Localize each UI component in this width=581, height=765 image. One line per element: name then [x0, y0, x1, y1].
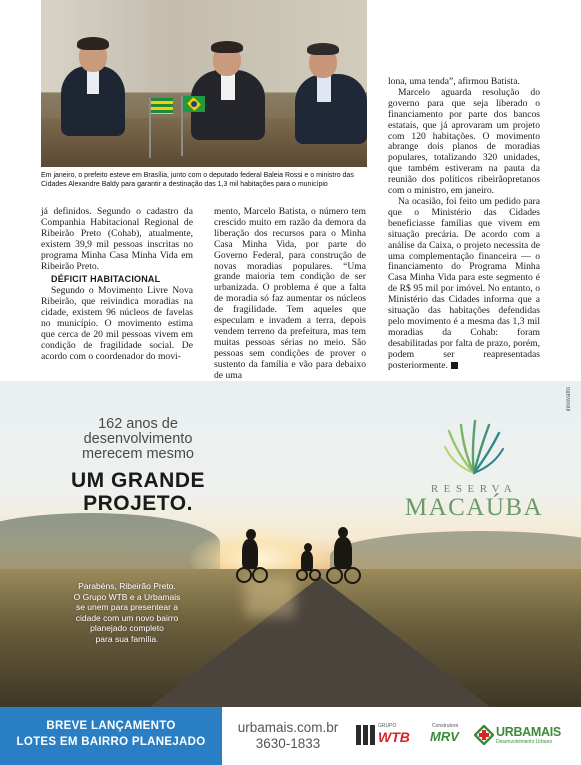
- reserva-macauba-logo[interactable]: RESERVA MACAÚBA: [388, 417, 560, 521]
- paragraph: Marcelo aguarda resolução do governo para que seja liberado o financiamento por parte dos bancos estatais, que já aprovaram um projeto com 120 habitações. O movimento abrange dois planos de moradias populares, totalizando 320 unidades, que também estiveram na pauta da reunião dos políticos ribeirãopretanos com o ministro, em janeiro.: [388, 86, 540, 197]
- palm-leaf-icon: [443, 417, 505, 475]
- launch-banner[interactable]: BREVE LANÇAMENTO LOTES EM BAIRRO PLANEJADO: [0, 707, 222, 765]
- article-column-2: [214, 207, 366, 382]
- section-heading: DÉFICIT HABITACIONAL: [51, 274, 161, 285]
- photo-caption: Em janeiro, o prefeito esteve em Brasília, junto com o deputado federal Baleia Rossi e o ministro das Cidades Alexandre Baldy para garantir a destinação das 1,3 mil habitações para o município: [41, 172, 354, 188]
- wtb-logo: GRUPO WTB: [356, 723, 420, 747]
- ad-footer: [0, 707, 581, 765]
- paragraph: Na ocasião, foi feito um pedido para que o Ministério das Cidades beneficiasse famílias que vivem em situação precária. De acordo com a análise da Caixa, o projeto necessita de uma complementação financeira — o financiamento do Programa Minha Casa Minha Vida para este segmento é de R$ 95 mil por imóvel. No entanto, o Ministério das Cidades informa que a situação das habitações defendidas pelo movimento é a mesma das 1,3 mil moradias da Cohab: foram desabilitadas por falta de prazo, porém, podem ser reapresentadas posteriormente.: [388, 195, 540, 371]
- article-column-1: [41, 207, 193, 363]
- ad-tagline: 162 anos de desenvolvimento merecem mesmo: [82, 416, 194, 462]
- end-of-article-icon: [451, 362, 458, 369]
- website-link[interactable]: urbamais.com.br: [237, 720, 339, 735]
- ad-body-text: Parabéns, Ribeirão Preto. O Grupo WTB e a Urbamais se unem para presentear a cidade com um novo bairro planejado completo para sua família.: [73, 581, 181, 644]
- paragraph: Segundo o Movimento Livre Nova Ribeirão, que reivindica moradias na cidade, existem 96 núcleos de favelas no município. O movimento estima que cerca de 20 mil pessoas vivem em condição de fragilidade social. De acordo com o coordenador do movi-: [41, 285, 193, 362]
- advertisement[interactable]: [0, 381, 581, 707]
- article-photo: [41, 0, 367, 167]
- phone-number: 3630-1833: [255, 736, 321, 751]
- contact-info[interactable]: [232, 720, 344, 752]
- ad-headline: UM GRANDE PROJETO.: [71, 469, 205, 515]
- article-column-3: [388, 77, 540, 371]
- mrv-logo: Construtora MRV: [430, 723, 459, 744]
- paragraph: mento, Marcelo Batista, o número tem crescido muito em razão da demora da liberação dos recursos para o Minha Casa Minha Vida, por parte do Governo Federal, para construção de novas moradias populares. “Uma grande maioria tem condição de ser urbanizada. O problema é que a falta de moradia só faz aumentar os núcleos de fragilidade. Tem aqueles que especulam e invadem a terra, depois vendem terreno da prefeitura, mas tem muitas pessoas sérias no meio. São pessoas sem condições de prover o sustento da família e vão para debaixo de uma: [214, 206, 366, 381]
- paragraph: lona, uma tenda”, afirmou Batista.: [388, 76, 520, 87]
- paragraph: já definidos. Segundo o cadastro da Companhia Habitacional Regional de Ribeirão Preto (Cohab), atualmente, existem 39,9 mil pessoas inscritas no programa Minha Casa Minha Vida em Ribeirão Preto.: [41, 206, 193, 272]
- urbamais-logo: URBAMAIS Desenvolvimento Urbano: [474, 723, 574, 747]
- urbamais-symbol-icon: [474, 725, 494, 745]
- agency-credit: innovatto: [566, 387, 572, 412]
